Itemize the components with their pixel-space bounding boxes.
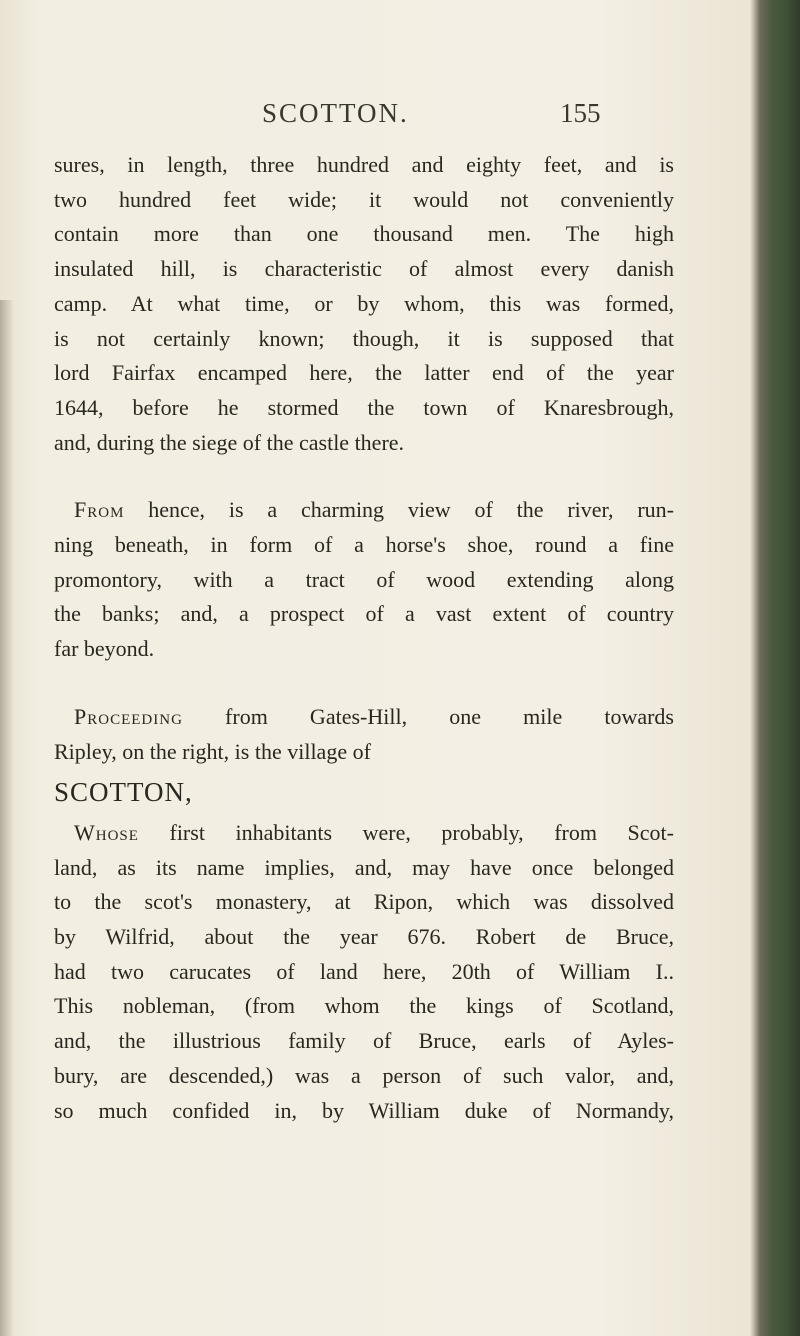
text-line: land, as its name implies, and, may have once belonged — [54, 854, 674, 880]
text-line — [54, 700, 674, 735]
lead-word: Proceeding — [74, 703, 183, 729]
page-number: 155 — [560, 98, 601, 128]
text-fragment: hence, is a charming view of the river, run- — [124, 497, 674, 523]
text-line: had two carucates of land here, 20th of William I.. — [54, 958, 674, 984]
paragraph — [54, 148, 674, 460]
text-line: insulated hill, is characteristic of almost every danish — [54, 256, 674, 282]
text-line: far beyond. — [54, 636, 155, 662]
text-line — [54, 816, 674, 851]
text-line: contain more than one thousand men. The high — [54, 221, 674, 247]
text-line: two hundred feet wide; it would not conveniently — [54, 186, 674, 212]
book-binding-edge — [750, 0, 800, 1336]
text-fragment: from Gates-Hill, one mile towards — [182, 703, 674, 729]
text-line: to the scot's monastery, at Ripon, which was dissolved — [54, 889, 674, 915]
text-line: ning beneath, in form of a horse's shoe, round a fine — [54, 532, 674, 558]
lead-word: From — [74, 497, 125, 523]
text-line: the banks; and, a prospect of a vast extent of country — [54, 601, 674, 627]
text-line: and, during the siege of the castle there. — [54, 429, 405, 455]
body-text — [54, 148, 674, 1128]
text-line: Ripley, on the right, is the village of — [54, 738, 371, 764]
text-line — [54, 493, 674, 528]
text-line: This nobleman, (from whom the kings of Scotland, — [54, 993, 674, 1019]
text-line: is not certainly known; though, it is supposed that — [54, 325, 674, 351]
running-title: SCOTTON. — [262, 98, 409, 128]
text-line: promontory, with a tract of wood extending along — [54, 566, 674, 592]
text-line: sures, in length, three hundred and eighty feet, and is — [54, 152, 674, 177]
paragraph — [54, 816, 674, 1128]
text-line: 1644, before he stormed the town of Knaresbrough, — [54, 394, 674, 420]
text-fragment: first inhabitants were, probably, from Scot- — [138, 819, 674, 845]
lead-word: Whose — [74, 819, 139, 845]
text-line: so much confided in, by William duke of Normandy, — [54, 1097, 674, 1123]
page-gutter-shadow — [0, 300, 14, 1336]
text-line: by Wilfrid, about the year 676. Robert de Bruce, — [54, 924, 674, 950]
text-line: bury, are descended,) was a person of such valor, and, — [54, 1062, 674, 1088]
text-line: lord Fairfax encamped here, the latter end of the year — [54, 360, 674, 386]
running-head — [0, 98, 760, 138]
section-heading: SCOTTON, — [54, 777, 193, 808]
text-line: camp. At what time, or by whom, this was formed, — [54, 290, 674, 316]
paragraph — [54, 700, 674, 769]
paragraph — [54, 493, 674, 667]
text-line: and, the illustrious family of Bruce, earls of Ayles- — [54, 1028, 674, 1054]
